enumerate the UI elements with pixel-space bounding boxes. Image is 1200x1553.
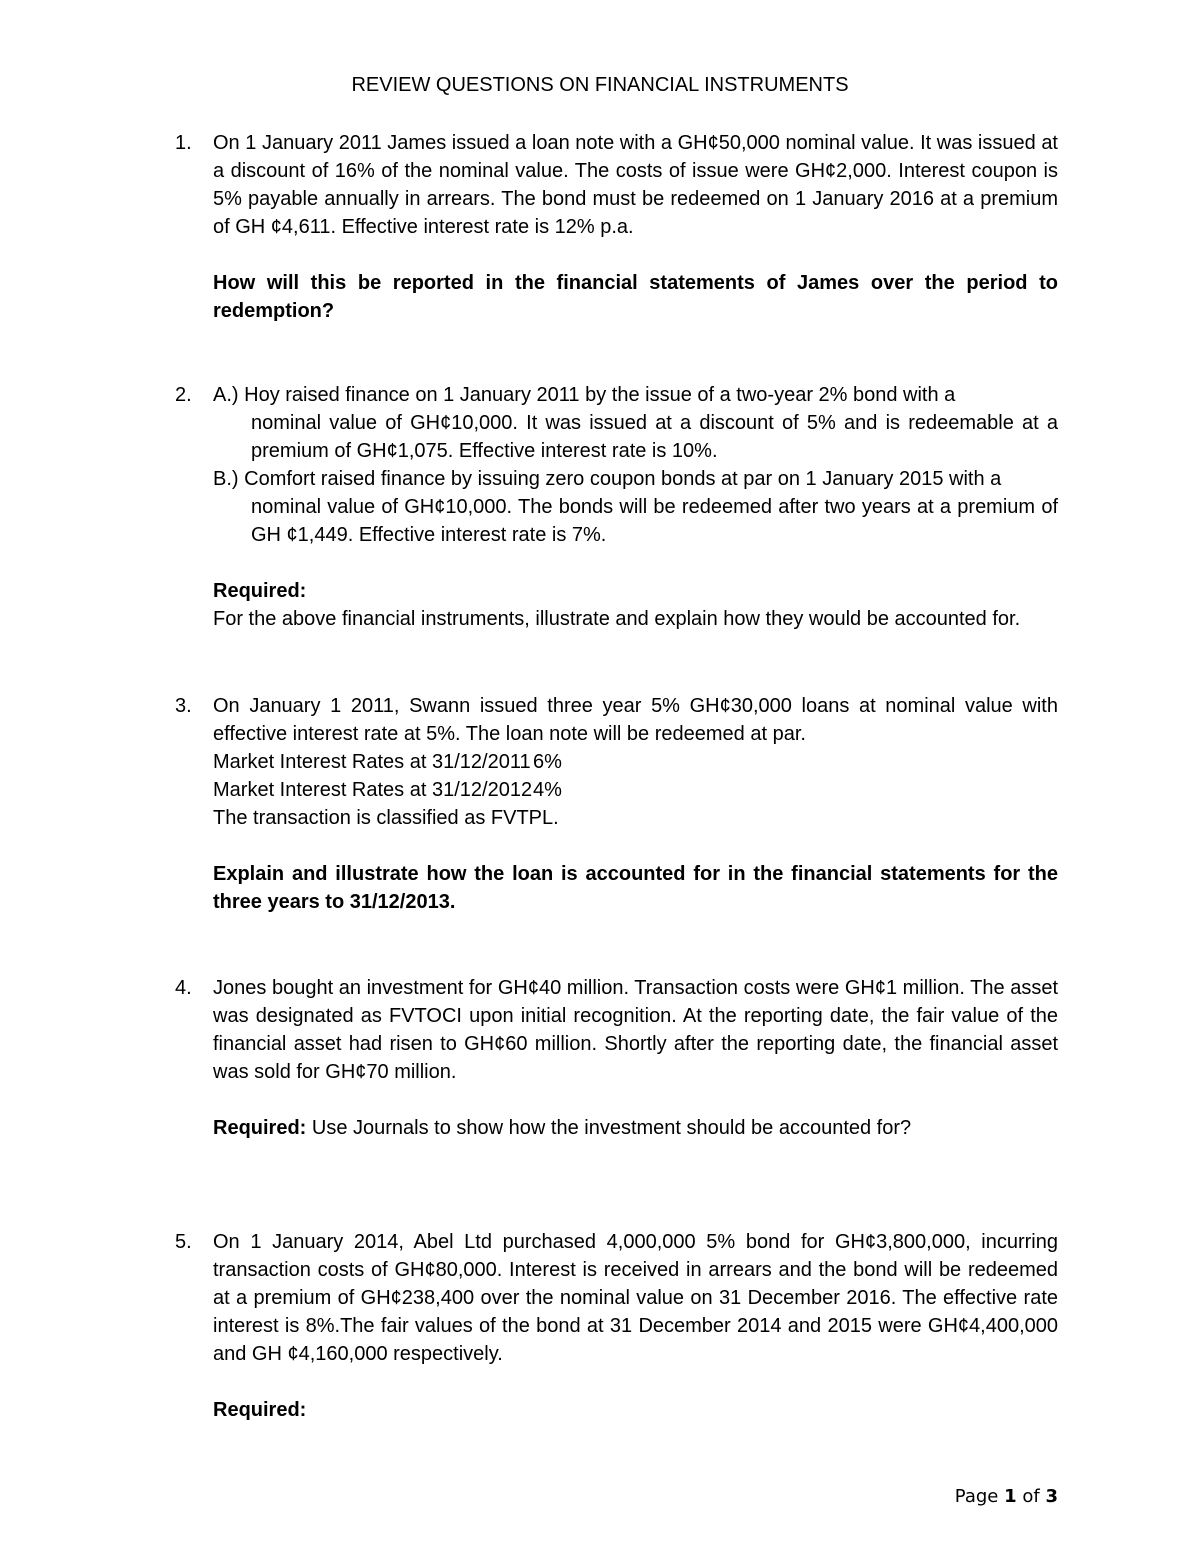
rate-value: 6% [533, 751, 562, 773]
question-4-text: Jones bought an investment for GH¢40 million. Transaction costs were GH¢1 million. The asset was designated as FVTOCI upon initial recognition. At the reporting date, the fair value of the financial asset had risen to GH¢60 million. Shortly after the reporting date, the financial asset was sold for GH¢70 million. [213, 977, 1058, 1083]
page-word: Page [954, 1486, 999, 1507]
question-5 [175, 1228, 1058, 1424]
question-number: 4. [175, 977, 192, 999]
part-a-label: A.) [213, 384, 239, 406]
question-number: 1. [175, 132, 192, 154]
rate-value: 4% [533, 779, 562, 801]
required-label: Required: [213, 1399, 307, 1421]
required-text: For the above financial instruments, illustrate and explain how they would be accounted for. [213, 608, 1021, 630]
document-title: REVIEW QUESTIONS ON FINANCIAL INSTRUMENTS [351, 74, 849, 96]
required-text: Use Journals to show how the investment should be accounted for? [311, 1117, 912, 1139]
question-3-text: On January 1 2011, Swann issued three year 5% GH¢30,000 loans at nominal value with effective interest rate at 5%. The loan note will be redeemed at par. [213, 695, 1058, 745]
part-a-text: nominal value of GH¢10,000. It was issued at a discount of 5% and is redeemable at a premium of GH¢1,075. Effective interest rate is 10%. [251, 412, 1058, 462]
rate-label: Market Interest Rates at 31/12/2011 [213, 751, 531, 773]
question-3-prompt: Explain and illustrate how the loan is accounted for in the financial statements for the three years to 31/12/2013. [213, 863, 1058, 913]
question-number: 3. [175, 695, 192, 717]
question-4-required [213, 1114, 1058, 1142]
part-b-text: nominal value of GH¢10,000. The bonds will be redeemed after two years at a premium of GH ¢1,449. Effective interest rate is 7%. [251, 496, 1058, 546]
question-3 [175, 692, 1058, 916]
question-number: 2. [175, 384, 192, 406]
question-2-part-a [213, 381, 1058, 465]
of-word: of [1022, 1486, 1040, 1507]
question-1 [175, 129, 1058, 325]
page-total: 3 [1045, 1486, 1058, 1507]
question-number: 5. [175, 1231, 192, 1253]
question-1-text: On 1 January 2011 James issued a loan note with a GH¢50,000 nominal value. It was issued at a discount of 16% of the nominal value. The costs of issue were GH¢2,000. Interest coupon is 5% payable annually in arrears. The bond must be redeemed on 1 January 2016 at a premium of GH ¢4,611. Effective interest rate is 12% p.a. [213, 132, 1058, 238]
classification-text: The transaction is classified as FVTPL. [213, 807, 559, 829]
rate-row [213, 748, 1058, 776]
rate-row [213, 776, 1058, 804]
rate-label: Market Interest Rates at 31/12/2012 [213, 779, 533, 801]
required-label: Required: [213, 1117, 307, 1139]
question-2 [175, 381, 1058, 633]
page-footer [0, 1486, 1058, 1507]
question-5-text: On 1 January 2014, Abel Ltd purchased 4,000,000 5% bond for GH¢3,800,000, incurring transaction costs of GH¢80,000. Interest is received in arrears and the bond will be redeemed at a premium of GH¢238,400 over the nominal value on 31 December 2016. The effective rate interest is 8%.The fair values of the bond at 31 December 2014 and 2015 were GH¢4,400,000 and GH ¢4,160,000 respectively. [213, 1231, 1058, 1365]
question-1-prompt: How will this be reported in the financial statements of James over the period to redemption? [213, 272, 1058, 322]
question-2-part-b [213, 465, 1058, 549]
required-label: Required: [213, 580, 307, 602]
part-a-first-line: Hoy raised finance on 1 January 2011 by the issue of a two-year 2% bond with a [244, 384, 956, 406]
part-b-label: B.) [213, 468, 239, 490]
page-current: 1 [1004, 1486, 1017, 1507]
question-4 [175, 974, 1058, 1142]
part-b-first-line: Comfort raised finance by issuing zero coupon bonds at par on 1 January 2015 with a [244, 468, 1002, 490]
